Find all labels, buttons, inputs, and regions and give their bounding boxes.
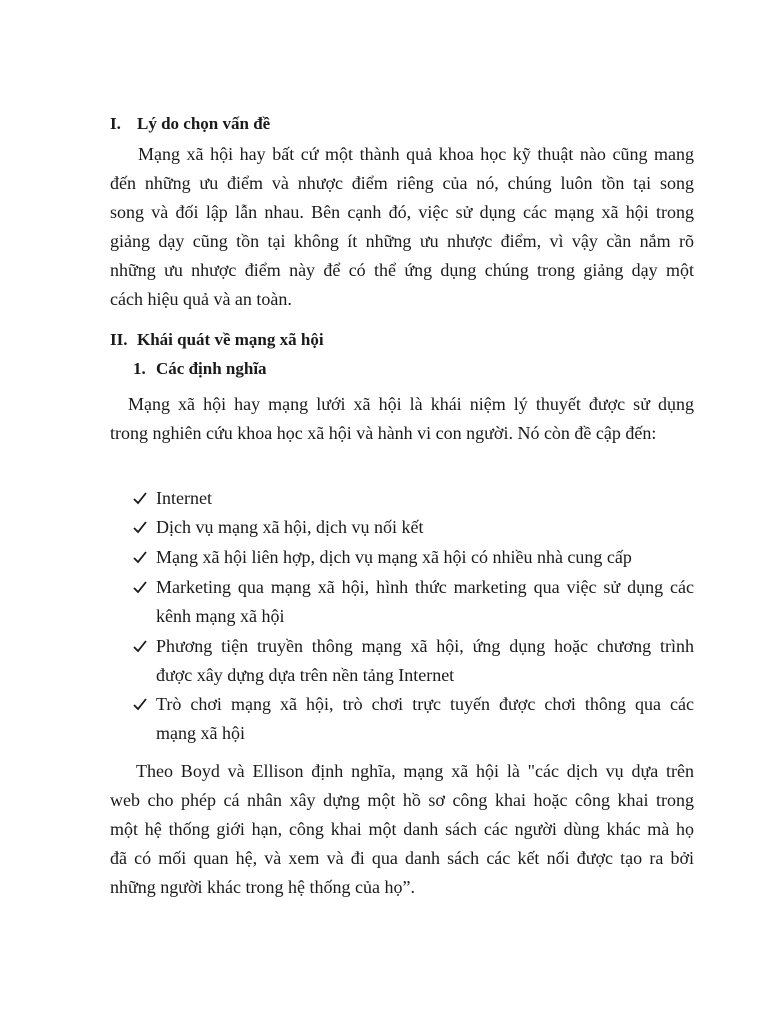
checkmark-icon (133, 513, 147, 542)
checkmark-icon (133, 484, 147, 513)
paragraph-line: cách hiệu quả và an toàn. (110, 289, 292, 309)
list-item-text: được xây dựng dựa trên nền tảng Internet (156, 665, 455, 685)
paragraph-line: một hệ thống giới hạn, công khai một danh sách các người dùng khác mà họ (110, 819, 694, 839)
section-number: I. (110, 114, 121, 133)
section-title: Khái quát về mạng xã hội (137, 330, 324, 349)
paragraph-line: đã có mối quan hệ, và xem và đi qua danh sách các kết nối được tạo ra bởi (110, 848, 694, 868)
reason-paragraph (110, 140, 694, 314)
list-item-text: Dịch vụ mạng xã hội, dịch vụ nối kết (156, 517, 424, 537)
paragraph-line: song và đối lập lẫn nhau. Bên cạnh đó, việc sử dụng các mạng xã hội trong (110, 202, 694, 222)
paragraph-line: web cho phép cá nhân xây dựng một hồ sơ công khai hoặc công khai trong (110, 790, 694, 810)
list-item-text: kênh mạng xã hội (156, 606, 285, 626)
subsection-heading (133, 359, 267, 379)
paragraph-line: Theo Boyd và Ellison định nghĩa, mạng xã hội là "các dịch vụ dựa trên (136, 761, 694, 781)
paragraph-line: đến những ưu điểm và nhược điểm riêng của nó, chúng luôn tồn tại song (110, 173, 694, 193)
checkmark-icon (133, 690, 147, 719)
list-item-text: Phương tiện truyền thông mạng xã hội, ứng dụng hoặc chương trình (156, 636, 694, 656)
paragraph-line: giảng dạy cũng tồn tại không ít những ưu nhược điểm, vì vậy cần nắm rõ (110, 231, 694, 251)
definition-paragraph (110, 757, 694, 902)
paragraph-line: trong nghiên cứu khoa học xã hội và hành vi con người. Nó còn đề cập đến: (110, 423, 657, 443)
list-item-text: Trò chơi mạng xã hội, trò chơi trực tuyến được chơi thông qua các (156, 694, 694, 714)
list-item-text: Mạng xã hội liên hợp, dịch vụ mạng xã hội có nhiều nhà cung cấp (156, 547, 632, 567)
definition-intro (110, 390, 694, 448)
paragraph-line: Mạng xã hội hay bất cứ một thành quả khoa học kỹ thuật nào cũng mang (138, 144, 694, 164)
checkmark-icon (133, 543, 147, 572)
list-item-text: Internet (156, 488, 212, 508)
paragraph-line: những ưu nhược điểm này để có thể ứng dụng chúng trong giảng dạy một (110, 260, 694, 280)
checkmark-icon (133, 632, 147, 661)
paragraph-line: Mạng xã hội hay mạng lưới xã hội là khái niệm lý thuyết được sử dụng (128, 394, 694, 414)
subsection-number: 1. (133, 359, 146, 378)
list-item-text: Marketing qua mạng xã hội, hình thức marketing qua việc sử dụng các (156, 577, 694, 597)
paragraph-line: những người khác trong hệ thống của họ”. (110, 877, 415, 897)
section-number: II. (110, 330, 128, 349)
checkmark-icon (133, 573, 147, 602)
section-heading-2 (110, 330, 324, 350)
subsection-title: Các định nghĩa (156, 359, 267, 378)
section-title: Lý do chọn vấn đề (137, 114, 271, 133)
list-item-text: mạng xã hội (156, 723, 245, 743)
section-heading-1 (110, 114, 270, 134)
